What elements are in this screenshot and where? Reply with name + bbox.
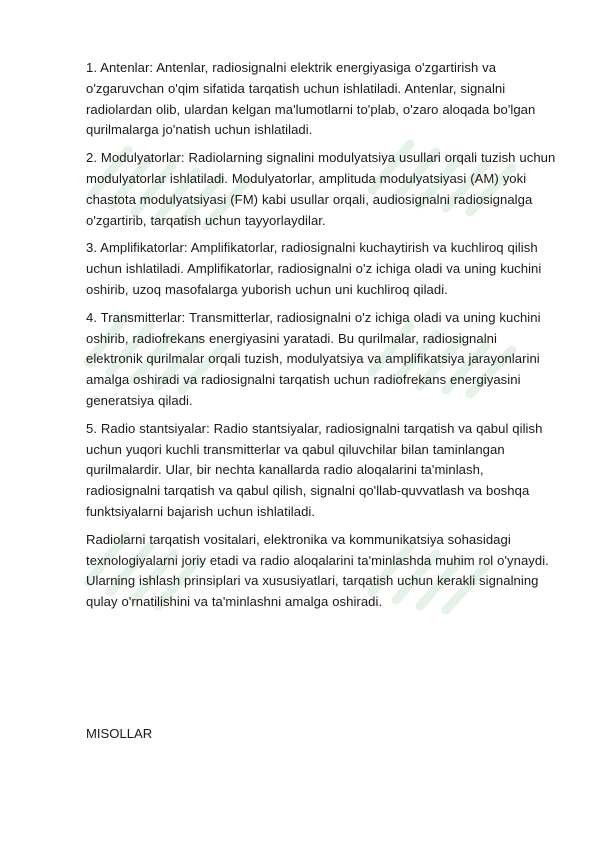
paragraph-radio-stantsiyalar: 5. Radio stantsiyalar: Radio stantsiyalar, radiosignalni tarqatish va qabul qilish uchun yuqori kuchli transmitterlar va qabul qiluvchilar bilan taminlangan qurilmalardir. Ular, bir nechta kanallarda radio aloqalarini ta'minlash, radiosignalni tarqatish va qabul qilish, signalni qo'llab-quvvatlash va boshqa funktsiyalarni bajarish uchun ishlatiladi. (86, 420, 543, 519)
paragraph-amplifikatorlar: 3. Amplifikatorlar: Amplifikatorlar, radiosignalni kuchaytirish va kuchliroq qilish uchun ishlatiladi. Amplifikatorlar, radiosignalni o'z ichiga oladi va uning kuchini oshirib, uzoq masofalarga yuborish uchun uni kuchliroq qiladi. (86, 240, 542, 297)
paragraph-summary: Radiolarni tarqatish vositalari, elektronika va kommunikatsiya sohasidagi texnologiyalarni joriy etadi va radio aloqalarini ta'minlashda muhim rol o'ynaydi. Ularning ishlash prinsiplari va xususiyatlari, tarqatish uchun kerakli signalning qulay o'rnatilishini va ta'minlashni amalga oshiradi. (86, 531, 549, 610)
paragraph-modulyatorlar: 2. Modulyatorlar: Radiolarning signalini modulyatsiya usullari orqali tuzish uchun modulyatorlar ishlatiladi. Modulyatorlar, amplituda modulyatsiyasi (AM) yoki chastota modulyatsiyasi (FM) kabi usullar orqali, audiosignalni radiosignalga o'zgartirib, tarqatish uchun tayyorlaydilar. (86, 150, 556, 228)
document-body (86, 58, 556, 620)
section-heading: MISOLLAR (86, 726, 153, 741)
paragraph-transmitterlar: 4. Transmitterlar: Transmitterlar, radiosignalni o'z ichiga oladi va uning kuchini oshirib, radiofrekans energiyasini yaratadi. Bu qurilmalar, radiosignalni elektronik qurilmalar orqali tuzish, modulyatsiya va amplifikatsiya jarayonlarini amalga oshiradi va radiosignalni tarqatish uchun radiofrekans energiyasini generatsiya qiladi. (86, 309, 541, 408)
paragraph-antenlar: 1. Antenlar: Antenlar, radiosignalni elektrik energiyasiga o'zgartirish va o'zgaruvchan o'qim sifatida tarqatish uchun ishlatiladi. Antenlar, signalni radiolardan olib, ulardan kelgan ma'lumotlarni to'plab, o'zaro aloqada bo'lgan qurilmalarga jo'natish uchun ishlatiladi. (86, 60, 536, 138)
